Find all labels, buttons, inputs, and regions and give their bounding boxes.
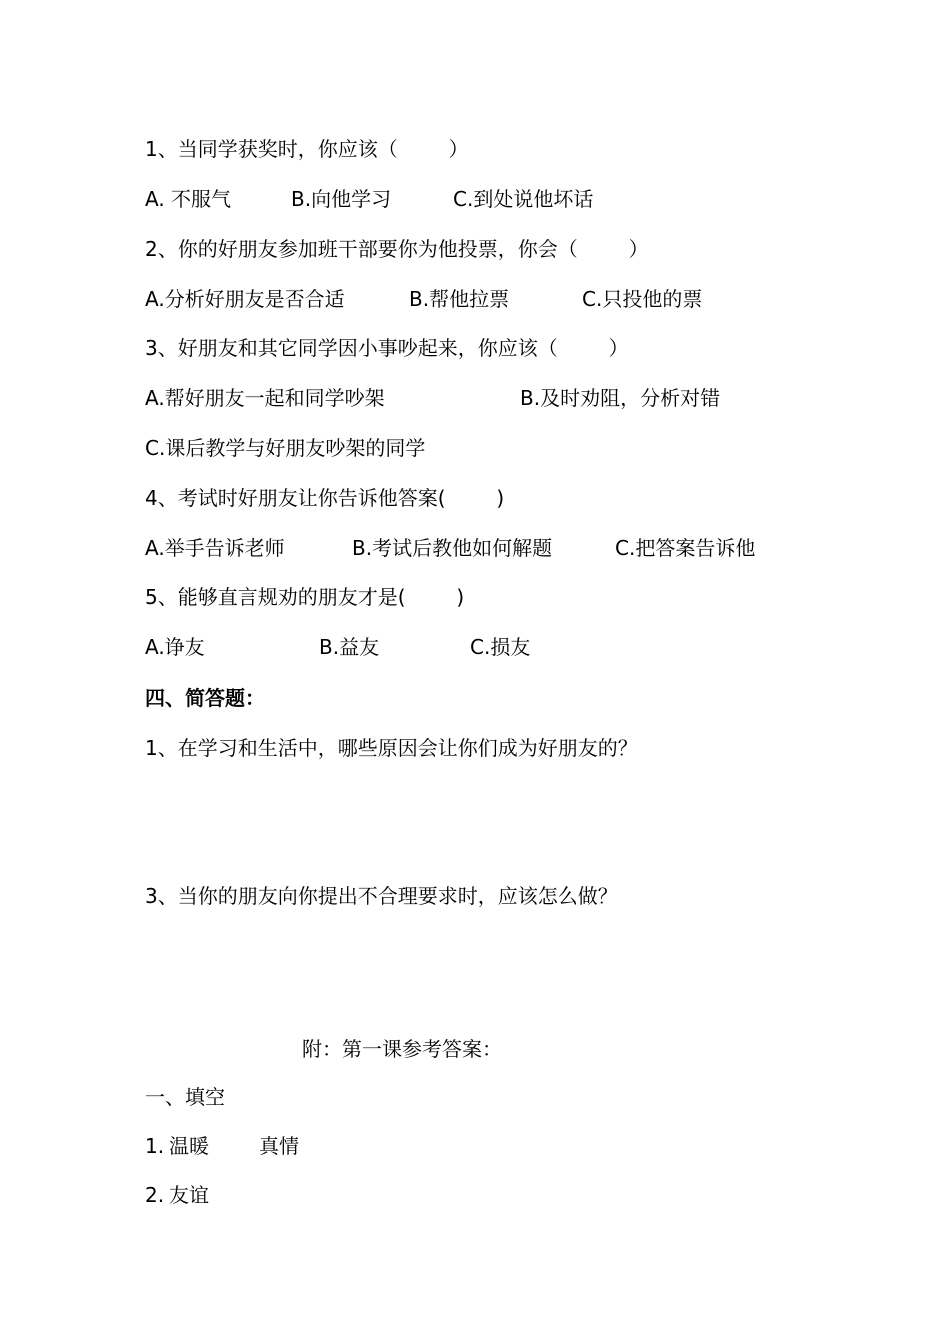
question-3-option-c: C.课后教学与好朋友吵架的同学 — [145, 436, 426, 460]
question-4-option-c: C.把答案告诉他 — [615, 536, 756, 560]
question-2-stem: 2、你的好朋友参加班干部要你为他投票，你会（ ） — [145, 237, 649, 261]
question-3-option-a: A.帮好朋友一起和同学吵架 — [145, 386, 385, 410]
question-3-stem: 3、好朋友和其它同学因小事吵起来，你应该（ ） — [145, 336, 629, 360]
question-5-option-a: A.诤友 — [145, 635, 205, 659]
answer-item-2-number: 2. — [145, 1183, 165, 1207]
question-1-option-c: C.到处说他坏话 — [453, 187, 594, 211]
answer-item-1-second: 真情 — [259, 1134, 299, 1158]
question-4-option-b: B.考试后教他如何解题 — [352, 536, 553, 560]
question-2-option-c: C.只投他的票 — [582, 287, 703, 311]
question-5-option-c: C.损友 — [470, 635, 531, 659]
question-4-option-a: A.举手告诉老师 — [145, 536, 285, 560]
question-1-option-a: A. 不服气 — [145, 187, 232, 211]
question-2-option-b: B.帮他拉票 — [409, 287, 510, 311]
question-5-option-b: B.益友 — [319, 635, 380, 659]
question-4-stem: 4、考试时好朋友让你告诉他答案( ) — [145, 486, 505, 510]
question-1-option-b: B.向他学习 — [291, 187, 392, 211]
answers-section-1-heading: 一、填空 — [145, 1085, 225, 1109]
short-answer-question-1: 1、在学习和生活中，哪些原因会让你们成为好朋友的？ — [145, 736, 638, 760]
answer-item-1-first: 温暖 — [169, 1134, 209, 1158]
question-5-stem: 5、能够直言规劝的朋友才是( ) — [145, 585, 465, 609]
short-answer-question-3: 3、当你的朋友向你提出不合理要求时，应该怎么做？ — [145, 884, 618, 908]
section-4-heading: 四、简答题： — [145, 686, 265, 710]
answer-item-1-number: 1. — [145, 1134, 165, 1158]
question-2-option-a: A.分析好朋友是否合适 — [145, 287, 345, 311]
question-3-option-b: B.及时劝阻，分析对错 — [520, 386, 721, 410]
answers-title: 附：第一课参考答案： — [302, 1037, 502, 1061]
question-1-stem: 1、当同学获奖时，你应该（ ） — [145, 137, 469, 161]
answer-item-2-first: 友谊 — [169, 1183, 209, 1207]
